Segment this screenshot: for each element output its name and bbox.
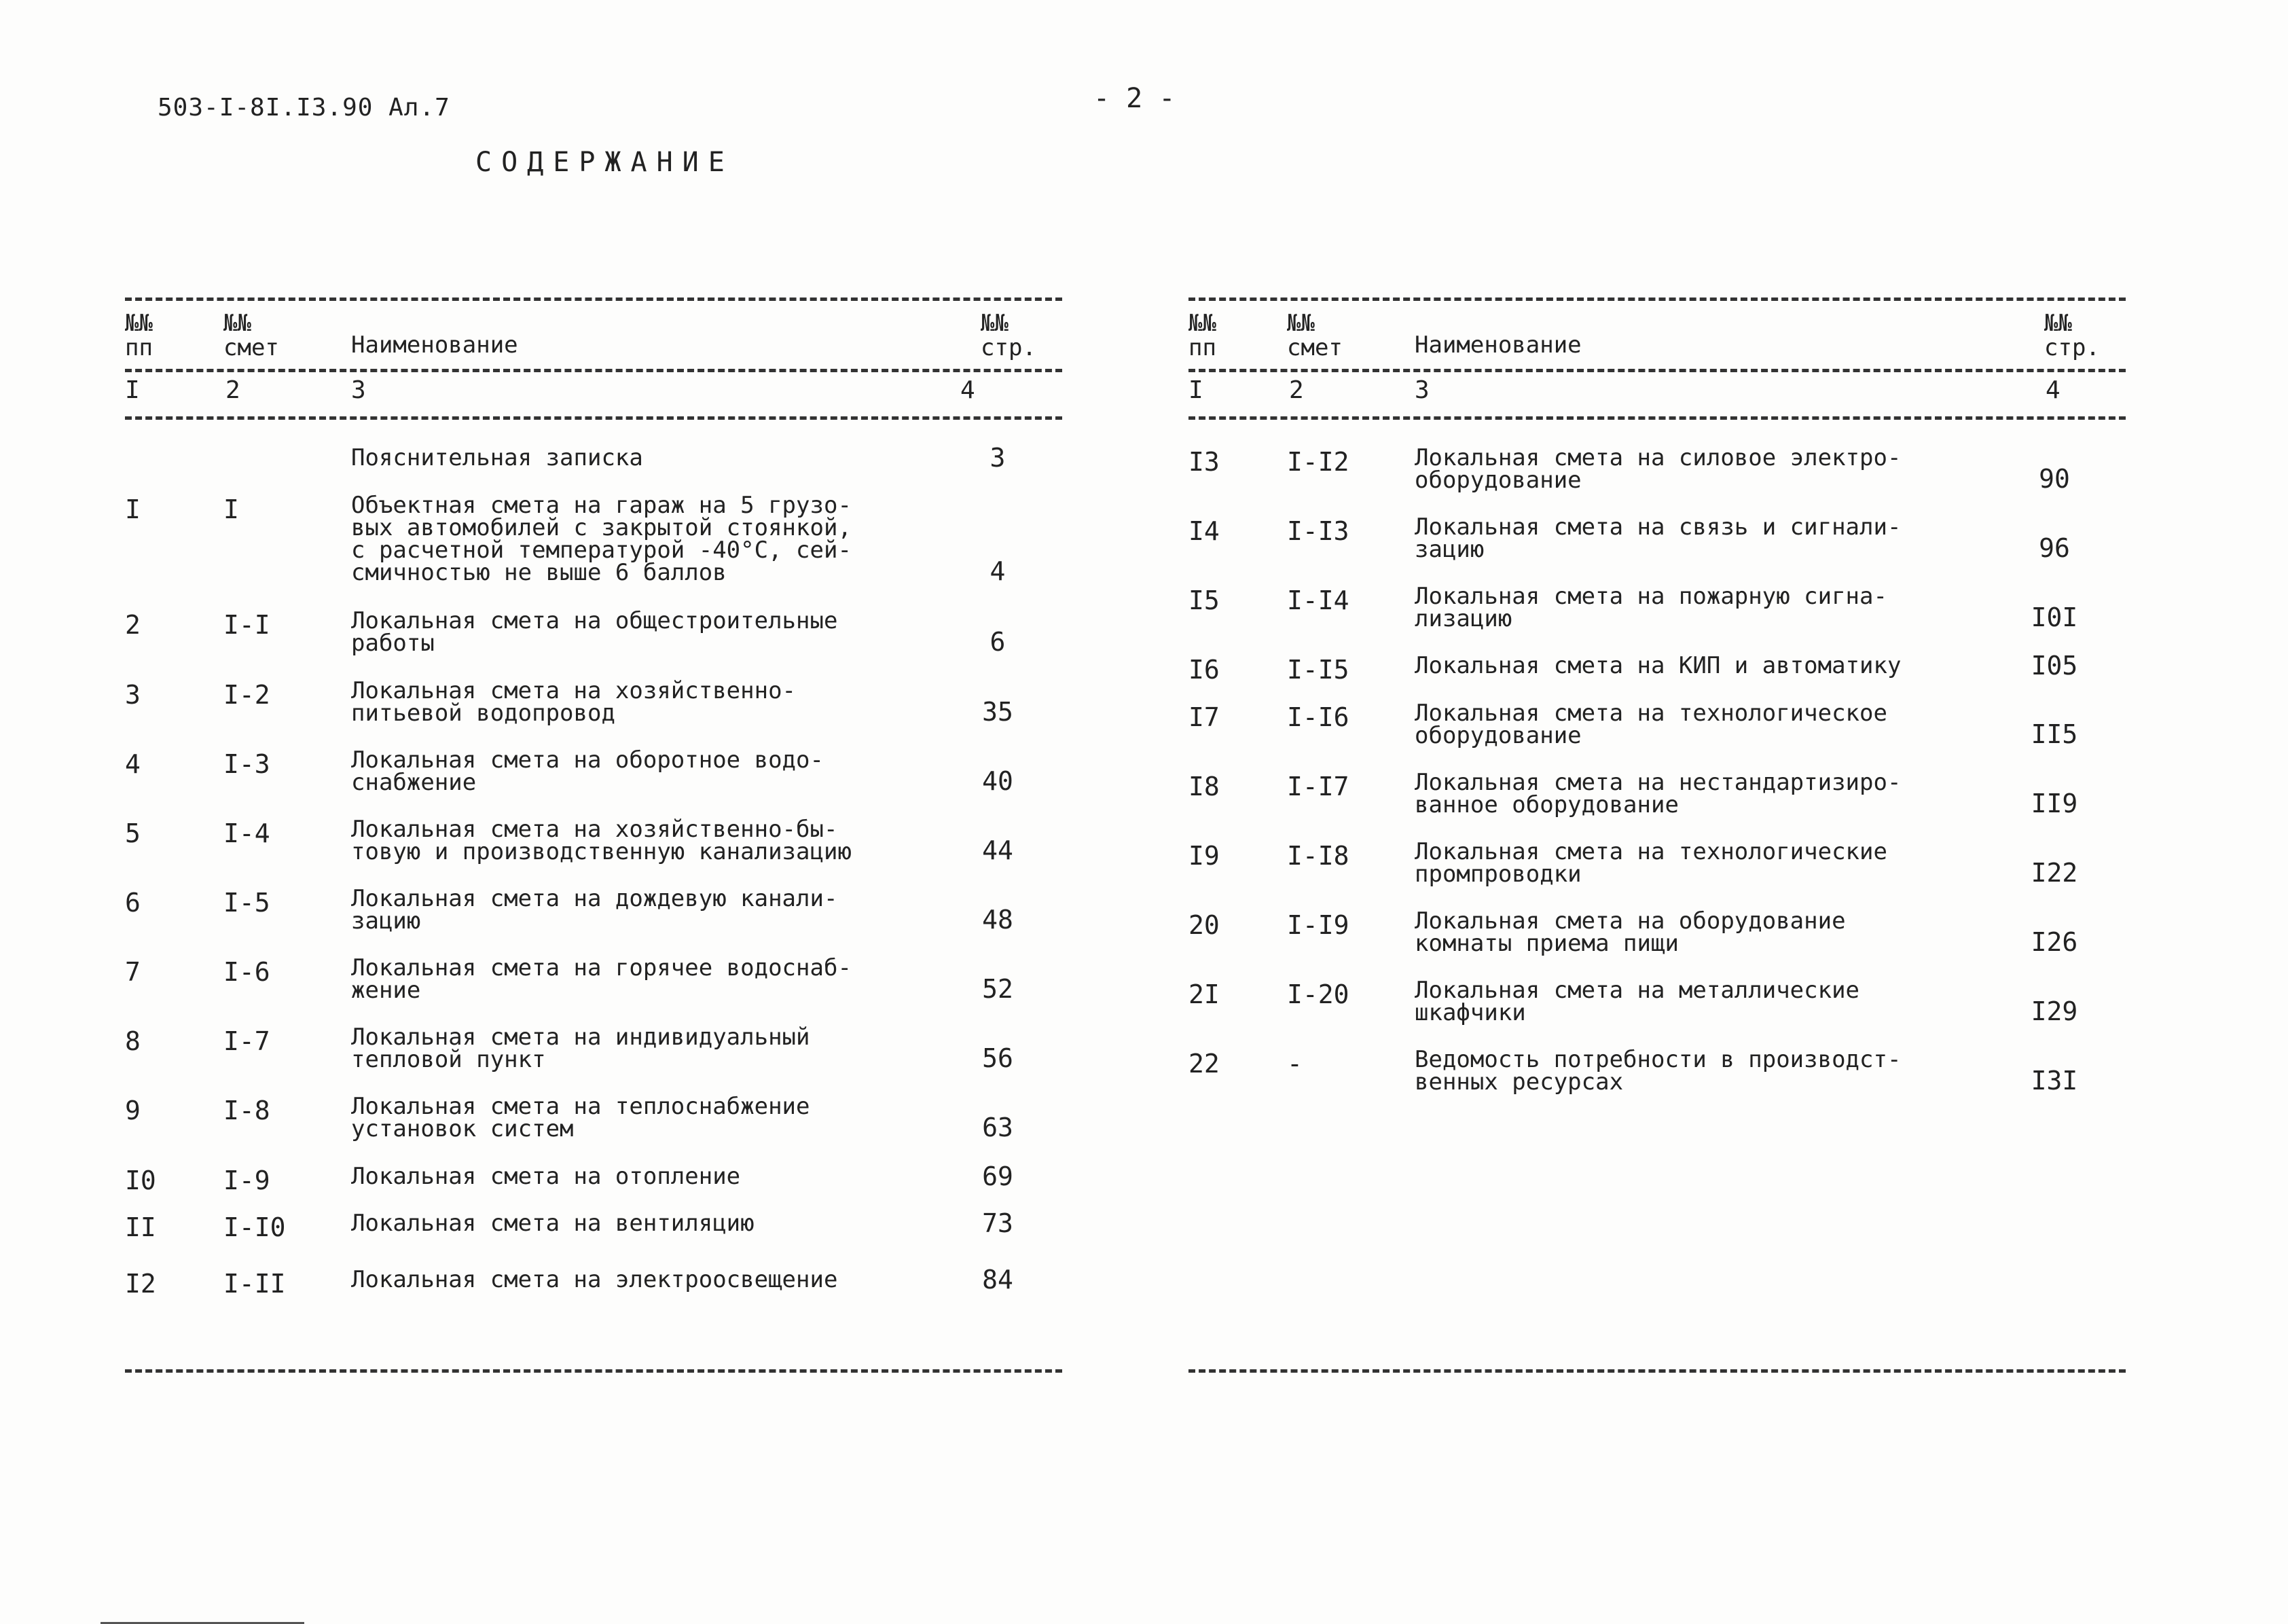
row-number: I4 bbox=[1188, 516, 1220, 546]
row-page: 96 bbox=[2039, 533, 2070, 563]
table-top-rule bbox=[125, 297, 1062, 301]
row-page: I26 bbox=[2031, 927, 2078, 957]
row-estimate: I-I5 bbox=[1287, 655, 1349, 685]
row-number: I5 bbox=[1188, 585, 1220, 615]
row-name: Локальная смета на дождевую канали- зацию bbox=[351, 885, 838, 935]
row-name: Локальная смета на горячее водоснаб- жение bbox=[351, 954, 852, 1004]
header-page: №№ стр. bbox=[981, 310, 1036, 361]
row-estimate: I-II bbox=[223, 1269, 286, 1299]
row-estimate: I-I8 bbox=[1287, 841, 1349, 871]
row-estimate: I-I7 bbox=[1287, 772, 1349, 801]
row-number: 4 bbox=[125, 749, 141, 779]
column-number-rule bbox=[125, 416, 1062, 420]
row-name: Локальная смета на электроосвещение bbox=[351, 1266, 838, 1293]
row-number: 3 bbox=[125, 680, 141, 710]
row-name: Локальная смета на связь и сигнали- зацию bbox=[1415, 513, 1902, 563]
row-page: 69 bbox=[982, 1161, 1013, 1191]
row-page: II5 bbox=[2031, 719, 2078, 749]
row-page: 4 bbox=[989, 556, 1006, 586]
row-page: 52 bbox=[982, 974, 1013, 1004]
row-number: I2 bbox=[125, 1269, 156, 1299]
row-number: 20 bbox=[1188, 910, 1220, 940]
header-rule bbox=[125, 369, 1062, 372]
row-name: Локальная смета на пожарную сигна- лизацию bbox=[1415, 583, 1887, 632]
row-estimate: I-6 bbox=[223, 957, 270, 987]
row-name: Локальная смета на металлические шкафчики bbox=[1415, 977, 1860, 1026]
column-number: 3 bbox=[1415, 376, 1430, 404]
row-page: 44 bbox=[982, 835, 1013, 865]
row-name: Локальная смета на технологическое оборудование bbox=[1415, 700, 1887, 749]
row-name: Локальная смета на вентиляцию bbox=[351, 1210, 755, 1237]
table-bottom-rule bbox=[125, 1369, 1062, 1373]
row-number: 8 bbox=[125, 1026, 141, 1056]
row-page: 40 bbox=[982, 766, 1013, 796]
row-estimate: I-20 bbox=[1287, 979, 1349, 1009]
row-number: II bbox=[125, 1212, 156, 1242]
row-page: 90 bbox=[2039, 464, 2070, 494]
row-page: II9 bbox=[2031, 789, 2078, 818]
row-number: 22 bbox=[1188, 1049, 1220, 1079]
row-estimate: I-I0 bbox=[223, 1212, 286, 1242]
row-number: I0 bbox=[125, 1166, 156, 1195]
row-name: Локальная смета на оборотное водо- снабжение bbox=[351, 746, 824, 796]
row-estimate: I-2 bbox=[223, 680, 270, 710]
column-number: 2 bbox=[1289, 376, 1304, 404]
table-bottom-rule bbox=[1188, 1369, 2126, 1373]
row-page: 6 bbox=[989, 627, 1006, 657]
row-estimate: I-9 bbox=[223, 1166, 270, 1195]
row-estimate: I-5 bbox=[223, 888, 270, 918]
row-number: I3 bbox=[1188, 447, 1220, 477]
row-number: 2 bbox=[125, 610, 141, 640]
row-page: 84 bbox=[982, 1265, 1013, 1295]
row-page: I3I bbox=[2031, 1066, 2078, 1096]
row-estimate: I-I4 bbox=[1287, 585, 1349, 615]
row-page: I22 bbox=[2031, 858, 2078, 888]
row-page: 63 bbox=[982, 1113, 1013, 1142]
row-number: I bbox=[125, 494, 141, 524]
document-code: 503-I-8I.I3.90 Ал.7 bbox=[158, 94, 450, 122]
row-number: I6 bbox=[1188, 655, 1220, 685]
header-no: №№ пп bbox=[1188, 310, 1216, 361]
row-estimate: I-3 bbox=[223, 749, 270, 779]
header-rule bbox=[1188, 369, 2126, 372]
table-header bbox=[1188, 311, 2126, 386]
row-name: Локальная смета на индивидуальный тепловой пункт bbox=[351, 1024, 810, 1073]
column-number: I bbox=[125, 376, 140, 404]
row-estimate: I-I3 bbox=[1287, 516, 1349, 546]
row-number: I7 bbox=[1188, 702, 1220, 732]
column-number: 2 bbox=[225, 376, 240, 404]
header-page: №№ стр. bbox=[2044, 310, 2100, 361]
row-name: Ведомость потребности в производст- венных ресурсах bbox=[1415, 1046, 1902, 1096]
row-estimate: I-I9 bbox=[1287, 910, 1349, 940]
page-number: - 2 - bbox=[1093, 83, 1176, 114]
row-name: Локальная смета на КИП и автоматику bbox=[1415, 652, 1902, 679]
table-header bbox=[125, 311, 1062, 386]
row-name: Локальная смета на силовое электро- оборудование bbox=[1415, 444, 1902, 494]
row-page: 56 bbox=[982, 1043, 1013, 1073]
column-number: 3 bbox=[351, 376, 366, 404]
column-numbers bbox=[1188, 376, 2126, 417]
row-estimate: I bbox=[223, 494, 239, 524]
row-page: I05 bbox=[2031, 651, 2078, 681]
column-numbers bbox=[125, 376, 1062, 417]
row-name: Локальная смета на теплоснабжение установок систем bbox=[351, 1093, 810, 1142]
header-name: Наименование bbox=[351, 331, 518, 359]
row-name: Локальная смета на отопление bbox=[351, 1163, 741, 1190]
row-name: Пояснительная записка bbox=[351, 444, 643, 471]
row-name: Локальная смета на технологические промпроводки bbox=[1415, 838, 1887, 888]
header-no: №№ пп bbox=[125, 310, 153, 361]
row-number: I8 bbox=[1188, 772, 1220, 801]
page-title: СОДЕРЖАНИЕ bbox=[475, 147, 734, 178]
row-name: Локальная смета на хозяйственно-бы- товую и производственную канализацию bbox=[351, 816, 852, 865]
column-number: 4 bbox=[960, 376, 975, 404]
row-name: Локальная смета на оборудование комнаты приема пищи bbox=[1415, 907, 1846, 957]
row-page: I0I bbox=[2031, 602, 2078, 632]
row-estimate: I-I6 bbox=[1287, 702, 1349, 732]
row-number: 5 bbox=[125, 818, 141, 848]
row-number: I9 bbox=[1188, 841, 1220, 871]
column-number-rule bbox=[1188, 416, 2126, 420]
row-estimate: I-I bbox=[223, 610, 270, 640]
row-name: Локальная смета на нестандартизиро- ванное оборудование bbox=[1415, 769, 1902, 818]
column-number: I bbox=[1188, 376, 1203, 404]
header-estimate: №№ смет bbox=[223, 310, 279, 361]
row-number: 7 bbox=[125, 957, 141, 987]
header-estimate: №№ смет bbox=[1287, 310, 1343, 361]
row-name: Объектная смета на гараж на 5 грузо- вых автомобилей с закрытой стоянкой, с расчетной температурой -40°С, сей- смичностью не выше 6 баллов bbox=[351, 492, 852, 586]
row-number: 6 bbox=[125, 888, 141, 918]
row-estimate: I-8 bbox=[223, 1096, 270, 1125]
row-page: 48 bbox=[982, 905, 1013, 935]
row-page: 73 bbox=[982, 1208, 1013, 1238]
row-page: 3 bbox=[989, 443, 1006, 473]
header-name: Наименование bbox=[1415, 331, 1582, 359]
row-estimate: I-4 bbox=[223, 818, 270, 848]
row-number: 2I bbox=[1188, 979, 1220, 1009]
column-number: 4 bbox=[2046, 376, 2060, 404]
row-number: 9 bbox=[125, 1096, 141, 1125]
row-name: Локальная смета на хозяйственно- питьевой водопровод bbox=[351, 677, 797, 727]
row-page: 35 bbox=[982, 697, 1013, 727]
row-name: Локальная смета на общестроительные работы bbox=[351, 607, 838, 657]
row-estimate: I-I2 bbox=[1287, 447, 1349, 477]
row-page: I29 bbox=[2031, 996, 2078, 1026]
table-top-rule bbox=[1188, 297, 2126, 301]
row-estimate: I-7 bbox=[223, 1026, 270, 1056]
row-estimate: - bbox=[1287, 1049, 1303, 1079]
